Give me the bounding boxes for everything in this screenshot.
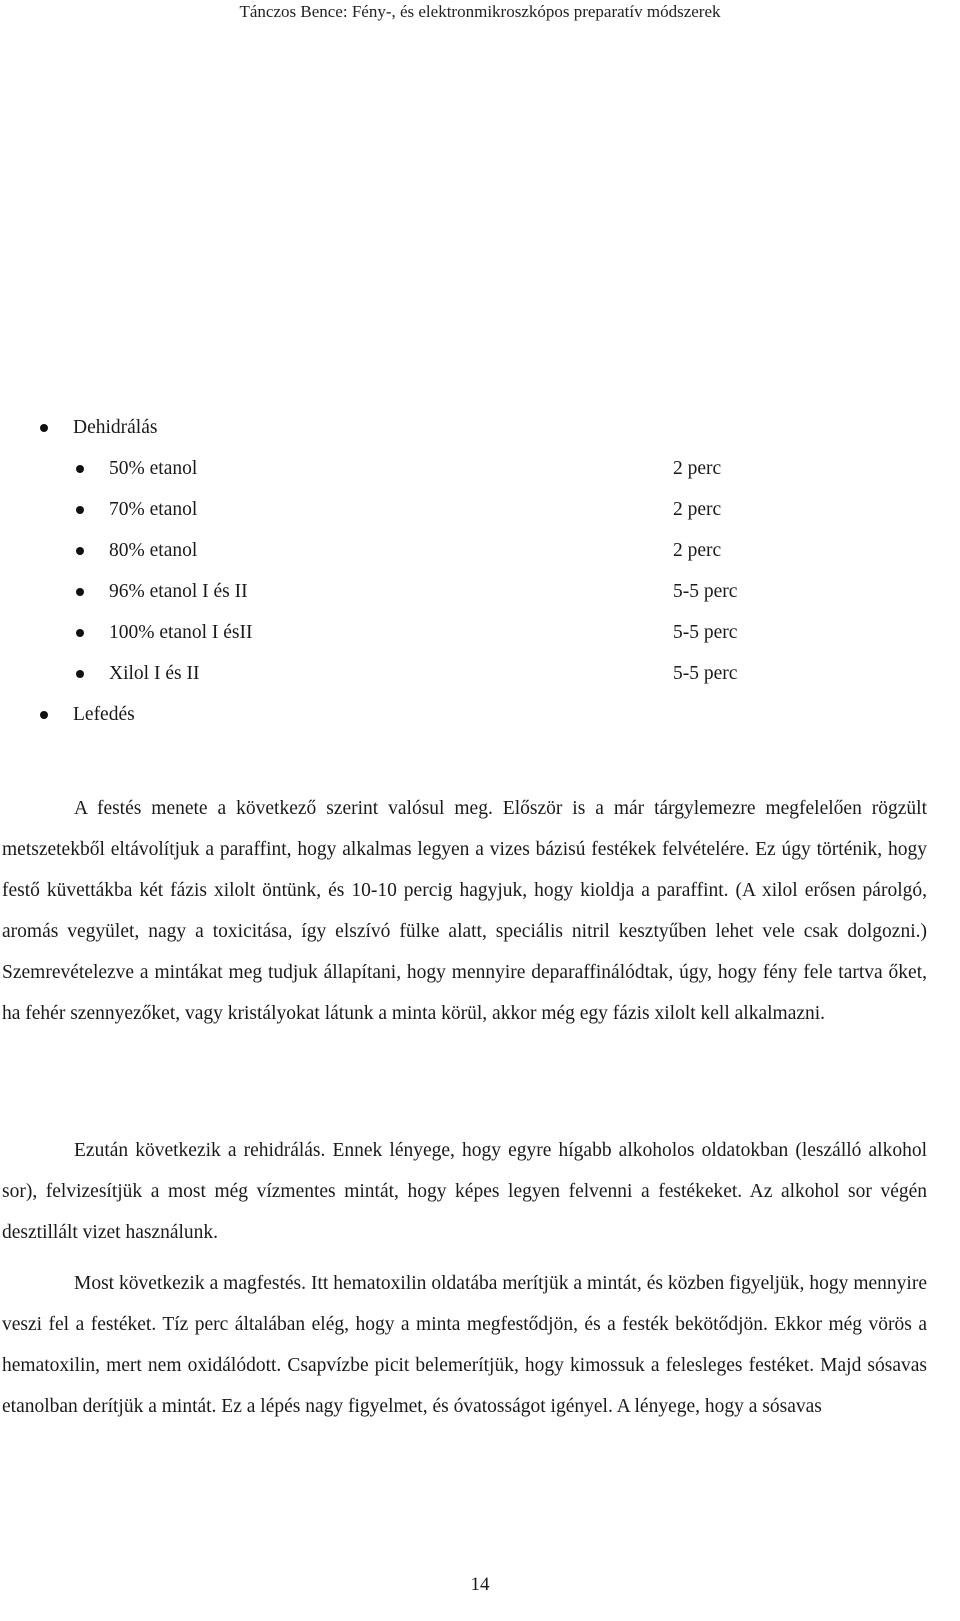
list-item-label: 96% etanol I és II (109, 581, 248, 602)
list-item (0, 539, 960, 580)
list-item-label: 70% etanol (109, 499, 198, 520)
list-item-duration: 5-5 perc (673, 581, 738, 602)
body-paragraph: Ezután következik a rehidrálás. Ennek lényege, hogy egyre hígabb alkoholos oldatokban (leszálló alkohol sor), felvizesítjük a most még vízmentes mintát, hogy képes legyen felvenni a festékeket. Az alkohol sor végén desztillált vizet használunk. (2, 1140, 927, 1243)
list-item-duration: 2 perc (673, 499, 722, 520)
list-item-duration: 2 perc (673, 458, 722, 479)
list-item-label: 100% etanol I ésII (109, 622, 253, 643)
bullet-icon (40, 711, 48, 719)
body-paragraph: A festés menete a következő szerint valósul meg. Először is a már tárgylemezre megfelelően rögzült metszetekből eltávolítjuk a paraffint, hogy alkalmas legyen a vizes bázisú festékek felvételére. Ez úgy történik, hogy festő küvettákba két fázis xilolt öntünk, és 10-10 percig hagyjuk, hogy kioldja a paraffint. (A xilol erősen párolgó, aromás vegyület, nagy a toxicitása, így elszívó fülke alatt, speciális nitril kesztyűben lehet vele csak dolgozni.) Szemrevételezve a mintákat meg tudjuk állapítani, hogy mennyire deparaffinálódtak, úgy, hogy fény fele tartva őket, ha fehér szennyezőket, vagy kristályokat látunk a minta körül, akkor még egy fázis xilolt kell alkalmazni. (2, 798, 927, 1024)
bullet-icon (76, 506, 84, 514)
bullet-icon (76, 547, 84, 555)
bullet-icon (76, 588, 84, 596)
list-item-label: Xilol I és II (109, 663, 200, 684)
list-item (0, 457, 960, 498)
body-paragraph: Most következik a magfestés. Itt hematoxilin oldatába merítjük a mintát, és közben figyeljük, hogy mennyire veszi fel a festéket. Tíz perc általában elég, hogy a minta megfestődjön, és a festék bekötődjön. Ekkor még vörös a hematoxilin, mert nem oxidálódott. Csapvízbe picit belemerítjük, hogy kimossuk a felesleges festéket. Majd sósavas etanolban derítjük a mintát. Ez a lépés nagy figyelmet, és óvatosságot igényel. A lényege, hogy a sósavas (2, 1273, 927, 1417)
bullet-icon (40, 424, 48, 432)
procedure-list (0, 416, 960, 744)
bullet-icon (76, 629, 84, 637)
list-item (0, 621, 960, 662)
list-item-duration: 2 perc (673, 540, 722, 561)
list-item-label: Lefedés (73, 704, 135, 725)
list-item (0, 703, 960, 744)
list-item-label: 50% etanol (109, 458, 198, 479)
list-item-duration: 5-5 perc (673, 622, 738, 643)
list-item-duration: 5-5 perc (673, 663, 738, 684)
list-item (0, 662, 960, 703)
list-item (0, 498, 960, 539)
bullet-icon (76, 670, 84, 678)
list-item-label: 80% etanol (109, 540, 198, 561)
list-item (0, 580, 960, 621)
list-item-label: Dehidrálás (73, 417, 158, 438)
list-item (0, 416, 960, 457)
bullet-icon (76, 465, 84, 473)
running-header: Tánczos Bence: Fény-, és elektronmikroszkópos preparatív módszerek (239, 2, 721, 21)
page-number: 14 (470, 1574, 490, 1595)
